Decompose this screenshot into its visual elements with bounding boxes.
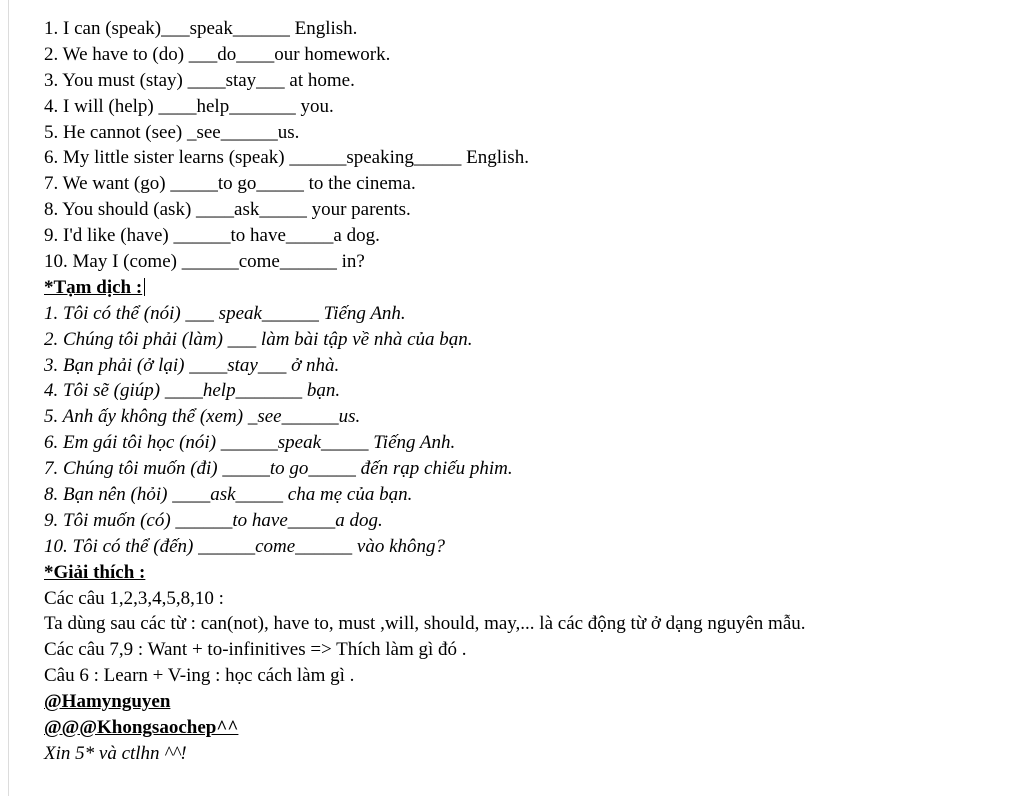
translation-7: 7. Chúng tôi muốn (đi) _____to go_____ đến rạp chiếu phim. [44,458,513,480]
explanation-heading-line [44,560,1004,586]
explanation-3: Các câu 7,9 : Want + to-infinitives => Thích làm gì đó . [44,639,467,661]
signature-2-line [44,715,1004,741]
translation-list [44,301,1004,560]
signature-1-line [44,689,1004,715]
signature-2: @@@Khongsaochep^^ [44,717,239,739]
explanation-4: Câu 6 : Learn + V-ing : học cách làm gì . [44,665,355,687]
exercise-2: 2. We have to (do) ___do____our homework. [44,43,391,65]
document-page [44,16,1004,767]
exercise-3: 3. You must (stay) ____stay___ at home. [44,69,355,91]
translation-9: 9. Tôi muốn (có) ______to have_____a dog. [44,509,383,531]
text-cursor [144,278,145,296]
translation-8: 8. Bạn nên (hỏi) ____ask_____ cha mẹ của bạn. [44,484,413,506]
translation-2: 2. Chúng tôi phải (làm) ___ làm bài tập về nhà của bạn. [44,328,473,350]
explanation-heading: *Giải thích : [44,561,146,583]
translation-5: 5. Anh ấy không thể (xem) _see______us. [44,406,361,428]
exercise-9: 9. I'd like (have) ______to have_____a dog. [44,225,380,247]
exercise-7: 7. We want (go) _____to go_____ to the cinema. [44,173,416,195]
translation-3: 3. Bạn phải (ở lại) ____stay___ ở nhà. [44,354,340,376]
exercise-8: 8. You should (ask) ____ask_____ your parents. [44,199,411,221]
exercise-6: 6. My little sister learns (speak) ______speaking_____ English. [44,147,529,169]
translation-1: 1. Tôi có thể (nói) ___ speak______ Tiếng Anh. [44,302,406,324]
exercise-list [44,16,1004,275]
translation-10: 10. Tôi có thể (đến) ______come______ vào không? [44,535,446,557]
translation-heading: *Tạm dịch : [44,276,143,298]
explanation-list [44,586,1004,690]
exercise-10: 10. May I (come) ______come______ in? [44,251,365,273]
translation-4: 4. Tôi sẽ (giúp) ____help_______ bạn. [44,380,341,402]
signature-1: @Hamynguyen [44,691,171,713]
closing-note: Xin 5* và ctlhn ^^! [44,742,187,764]
exercise-4: 4. I will (help) ____help_______ you. [44,95,334,117]
exercise-1: 1. I can (speak)___speak______ English. [44,18,358,39]
translation-heading-line[interactable] [44,275,1004,301]
translation-6: 6. Em gái tôi học (nói) ______speak_____ Tiếng Anh. [44,432,456,454]
exercise-5: 5. He cannot (see) _see______us. [44,121,300,143]
page-left-edge [8,0,9,796]
explanation-1: Các câu 1,2,3,4,5,8,10 : [44,587,224,609]
explanation-2: Ta dùng sau các từ : can(not), have to, must ,will, should, may,... là các động từ ở dạng nguyên mẫu. [44,613,806,635]
